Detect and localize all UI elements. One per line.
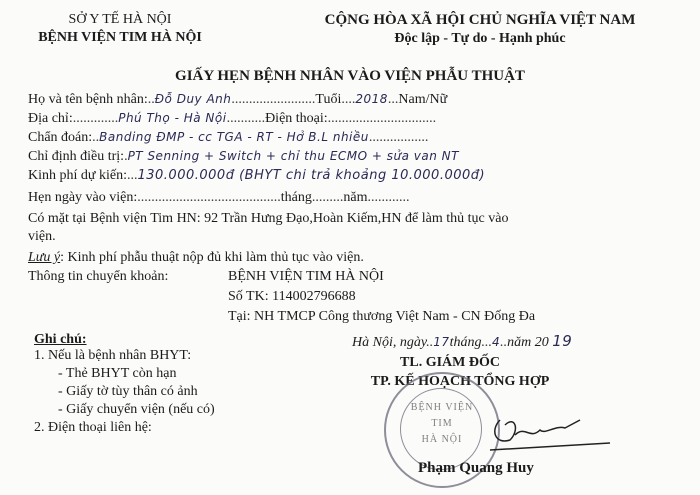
- presence-text: Có mặt tại Bệnh viện Tim HN: 92 Trần Hưng Đạo,Hoàn Kiếm,HN để làm thủ tục vào: [28, 211, 509, 226]
- cost-value: 130.000.000đ (BHYT chi trả khoảng 10.000.000đ): [137, 168, 486, 183]
- age-label: Tuổi: [315, 92, 342, 107]
- cost-line: Kinh phí dự kiến:...130.000.000đ (BHYT chi trả khoảng 10.000.000đ): [28, 168, 486, 183]
- diagnosis-value: Banding ĐMP - cc TGA - RT - Hở B.L nhiều: [99, 130, 369, 144]
- signer-name: Phạm Quang Huy: [418, 460, 534, 476]
- name-label: Họ và tên bệnh nhân:: [28, 92, 148, 107]
- appointment-month-label: tháng: [280, 190, 312, 205]
- account-name: BỆNH VIỆN TIM HÀ NỘI: [228, 269, 384, 284]
- date-prefix: Hà Nội, ngày: [352, 335, 427, 350]
- treatment-label: Chỉ định điều trị:: [28, 149, 125, 164]
- hospital-name: BỆNH VIỆN TIM HÀ NỘI: [38, 30, 202, 45]
- ghi-chu-label: Ghi chú:: [34, 332, 87, 347]
- ghi-chu-item: - Giấy tờ tùy thân có ảnh: [58, 384, 198, 399]
- account-number: Số TK: 114002796688: [228, 289, 356, 304]
- note-label: Lưu ý: [28, 250, 61, 265]
- diagnosis-label: Chẩn đoán:: [28, 130, 93, 145]
- stamp-line-3: HÀ NỘI: [421, 434, 463, 445]
- motto: Độc lập - Tự do - Hạnh phúc: [394, 31, 566, 46]
- treatment-value: PT Senning + Switch + chỉ thu ECMO + sửa van NT: [127, 149, 459, 163]
- address-value: Phú Thọ - Hà Nội: [118, 111, 227, 125]
- cost-label: Kinh phí dự kiến:: [28, 168, 127, 183]
- signature: [470, 400, 630, 460]
- country-name: CỘNG HÒA XÃ HỘI CHỦ NGHĨA VIỆT NAM: [324, 12, 636, 28]
- diagnosis-line: Chẩn đoán:..Banding ĐMP - cc TGA - RT - Hở B.L nhiều.................: [28, 130, 429, 145]
- header-left: [20, 12, 220, 46]
- bank-name: Tại: NH TMCP Công thương Việt Nam - CN Đống Đa: [228, 309, 536, 324]
- date-month-label: tháng: [449, 335, 482, 350]
- document-title: GIẤY HẸN BỆNH NHÂN VÀO VIỆN PHẪU THUẬT: [175, 68, 525, 84]
- signer-title-1: TL. GIÁM ĐỐC: [400, 355, 500, 370]
- ghi-chu-item: - Thẻ BHYT còn hạn: [58, 366, 177, 381]
- ghi-chu-item: 1. Nếu là bệnh nhân BHYT:: [34, 348, 192, 363]
- ghi-chu-item: - Giấy chuyển viện (nếu có): [58, 402, 215, 417]
- note-text: : Kinh phí phẫu thuật nộp đủ khi làm thủ tục vào viện.: [60, 250, 364, 265]
- date-year: 19: [552, 332, 573, 350]
- presence-text-2: viện.: [28, 229, 56, 244]
- stamp-line-1: BỆNH VIỆN: [410, 402, 474, 413]
- phone-label: Điện thoại:: [265, 111, 328, 126]
- appointment-label: Hẹn ngày vào viện:: [28, 190, 138, 205]
- sex-label: Nam/Nữ: [398, 92, 448, 107]
- date-day: 17: [433, 335, 450, 349]
- date-month: 4: [491, 335, 501, 349]
- appointment-year-label: năm: [343, 190, 368, 205]
- appointment-line: Hẹn ngày vào viện:.........................................tháng.........năm............: [28, 190, 410, 205]
- name-value: Đỗ Duy Anh: [154, 92, 232, 106]
- date-year-label: năm 20: [507, 335, 549, 350]
- date-line: Hà Nội, ngày..17tháng...4..năm 20 19: [352, 332, 573, 350]
- treatment-line: Chỉ định điều trị:.PT Senning + Switch + chỉ thu ECMO + sửa van NT: [28, 149, 459, 164]
- header-right: [270, 12, 690, 47]
- age-value: 2018: [355, 92, 388, 106]
- ghi-chu-item: 2. Điện thoại liên hệ:: [34, 420, 152, 435]
- address-label: Địa chỉ:: [28, 111, 73, 126]
- dept-name: SỞ Y TẾ HÀ NỘI: [68, 12, 172, 27]
- patient-name-line: Họ và tên bệnh nhân:..Đỗ Duy Anh........................Tuổi....2018...Nam/Nữ: [28, 92, 448, 107]
- transfer-label: Thông tin chuyển khoản:: [28, 269, 169, 284]
- note-line: [28, 250, 364, 266]
- address-line: Địa chỉ:.............Phú Thọ - Hà Nội...........Điện thoại:...............................: [28, 111, 437, 126]
- stamp-line-2: TIM: [431, 418, 453, 429]
- signer-title-2: TP. KẾ HOẠCH TỔNG HỢP: [370, 374, 550, 389]
